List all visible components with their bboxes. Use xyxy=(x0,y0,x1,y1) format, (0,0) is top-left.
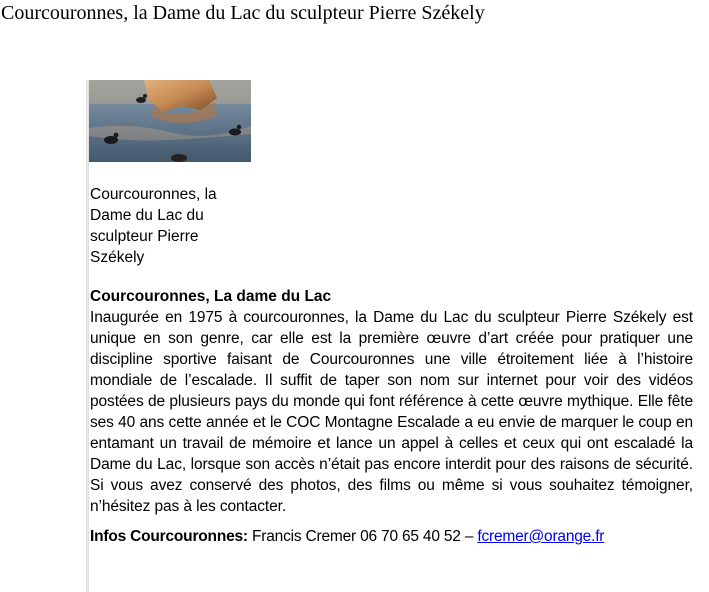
contact-label: Infos Courcouronnes: xyxy=(90,528,248,545)
article xyxy=(90,286,693,547)
photo-caption: Courcouronnes, la Dame du Lac du sculpteur Pierre Székely xyxy=(90,186,217,266)
contact-line xyxy=(90,526,693,547)
article-body: Inaugurée en 1975 à courcouronnes, la Dame du Lac du sculpteur Pierre Székely est unique en son genre, car elle est la première œuvre d’art créée pour pratiquer une discipline sportive faisant de Courcouronnes une ville étroitement liée à l’histoire mondiale de l’escalade. Il suffit de taper son nom sur internet pour voir des vidéos postées de plusieurs pays du monde qui font référence à cette œuvre mythique. Elle fête ses 40 ans cette année et le COC Montagne Escalade a eu envie de marquer le coup en entamant un travail de mémoire et lance un appel à celles et ceux qui ont escaladé la Dame du Lac, lorsque son accès n’était pas encore interdit pour des raisons de sécurité. Si vous avez conservé des photos, des films ou même si vous souhaitez témoigner, n’hésitez pas à les contacter. xyxy=(90,309,693,515)
contact-details: Francis Cremer 06 70 65 40 52 – xyxy=(247,528,478,545)
dame-du-lac-photo xyxy=(89,80,251,162)
page-title: Courcouronnes, la Dame du Lac du sculpteur Pierre Székely xyxy=(1,2,485,24)
contact-email-link[interactable]: fcremer@orange.fr xyxy=(477,528,605,545)
article-heading: Courcouronnes, La dame du Lac xyxy=(90,288,332,305)
